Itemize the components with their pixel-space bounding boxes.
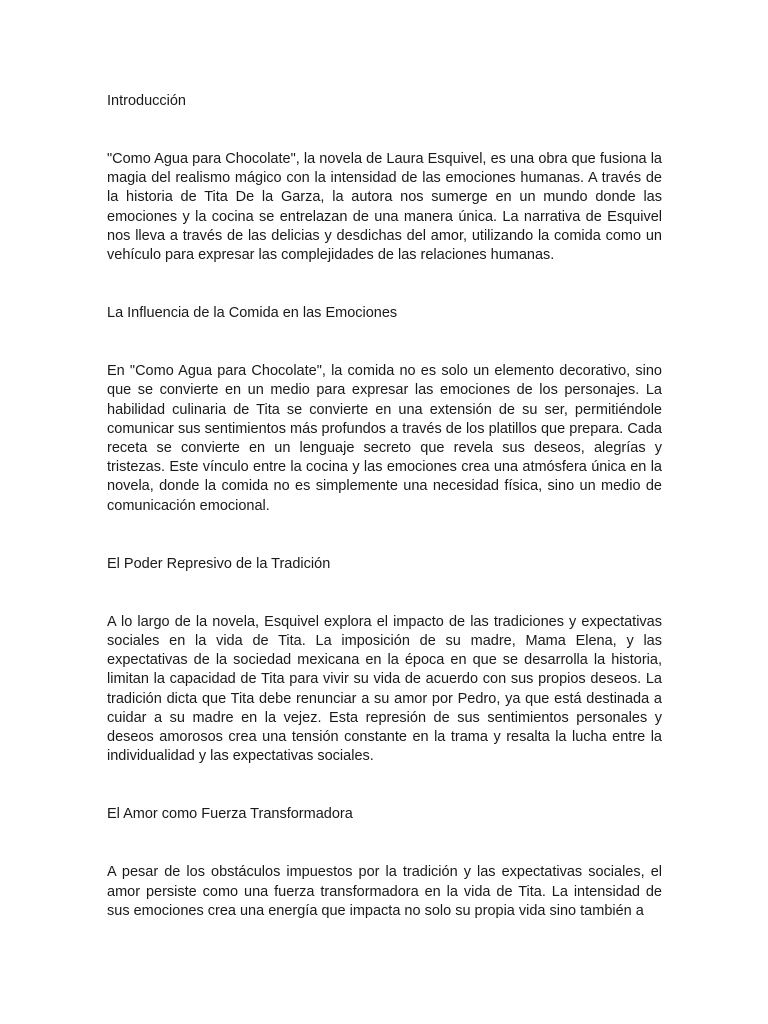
section-paragraph-poder-represivo: A lo largo de la novela, Esquivel explora el impacto de las tradiciones y expectativas sociales en la vida de Tita. La imposición de su madre, Mama Elena, y las expectativas de la sociedad mexicana en la época en que se desarrolla la historia, limitan la capacidad de Tita para vivir su vida de acuerdo con sus propios deseos. La tradición dicta que Tita debe renunciar a su amor por Pedro, ya que está destinada a cuidar a su madre en la vejez. Esta represión de sus sentimientos personales y deseos amorosos crea una tensión constante en la trama y resalta la lucha entre la individualidad y las expectativas sociales. <box>107 613 662 765</box>
section-paragraph-amor-fuerza: A pesar de los obstáculos impuestos por la tradición y las expectativas sociales, el amor persiste como una fuerza transformadora en la vida de Tita. La intensidad de sus emociones crea una energía que impacta no solo su propia vida sino también a <box>107 864 662 919</box>
section-paragraph-introduccion: "Como Agua para Chocolate", la novela de Laura Esquivel, es una obra que fusiona la magia del realismo mágico con la intensidad de las emociones humanas. A través de la historia de Tita De la Garza, la autora nos sumerge en un mundo donde las emociones y la cocina se entrelazan de una manera única. La narrativa de Esquivel nos lleva a través de las delicias y desdichas del amor, utilizando la comida como un vehículo para expresar las complejidades de las relaciones humanas. <box>107 151 662 264</box>
section-heading-poder-represivo: El Poder Represivo de la Tradición <box>107 555 331 572</box>
section-heading-introduccion: Introducción <box>107 93 186 109</box>
section-paragraph-influencia-comida: En "Como Agua para Chocolate", la comida no es solo un elemento decorativo, sino que se convierte en un medio para expresar las emociones de los personajes. La habilidad culinaria de Tita se convierte en una extensión de su ser, permitiéndole comunicar sus sentimientos más profundos a través de los platillos que prepara. Cada receta se convierte en un lenguaje secreto que revela sus deseos, alegrías y tristezas. Este vínculo entre la cocina y las emociones crea una atmósfera única en la novela, donde la comida no es simplemente una necesidad física, sino un medio de comunicación emocional. <box>107 363 662 514</box>
section-heading-amor-fuerza: El Amor como Fuerza Transformadora <box>107 806 353 823</box>
section-heading-influencia-comida: La Influencia de la Comida en las Emociones <box>107 305 398 322</box>
